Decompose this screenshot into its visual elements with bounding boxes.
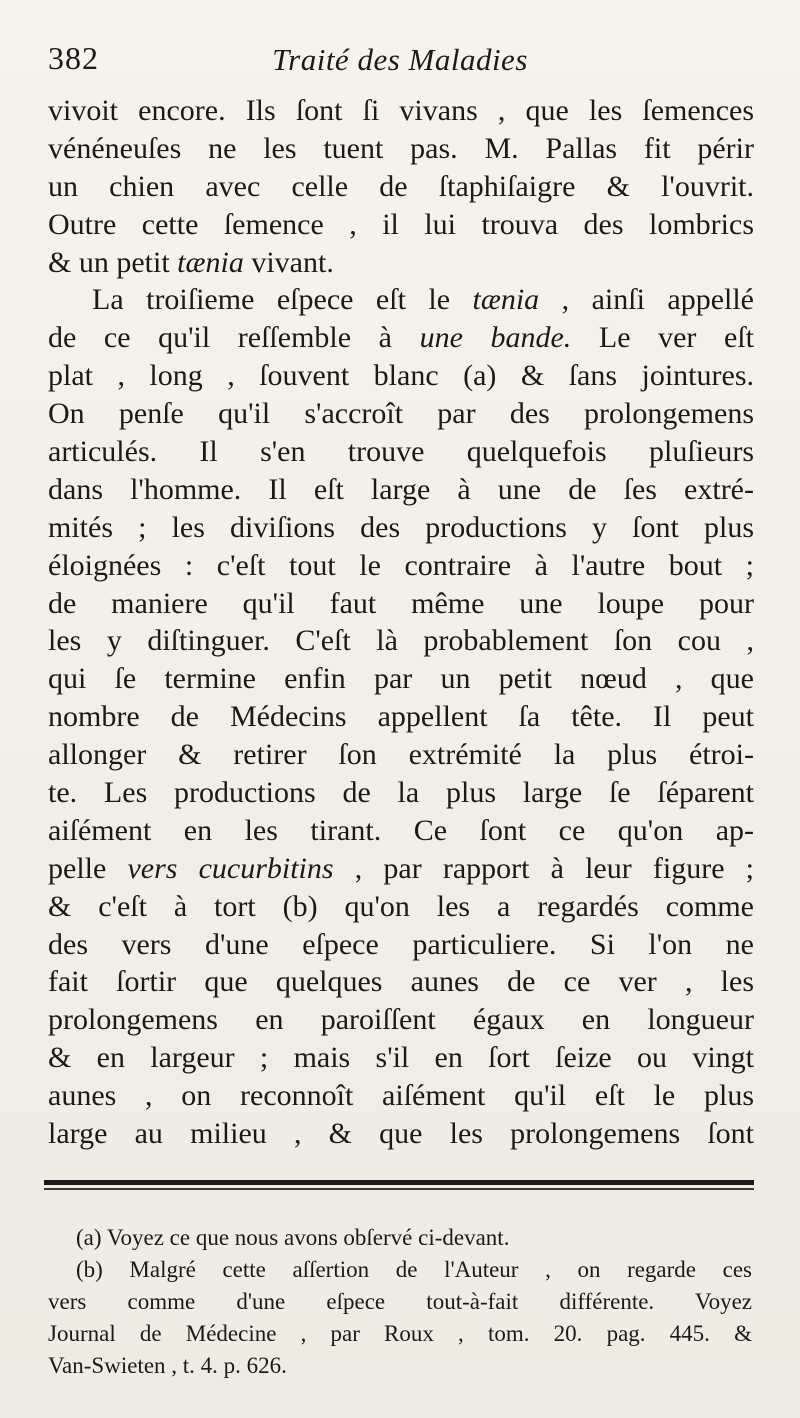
- page-header: [48, 40, 752, 94]
- italic-term: tænia: [472, 283, 540, 317]
- text-line: éloignées : c'eſt tout le contraire à l'autre bout ;: [48, 548, 754, 582]
- text-line: prolongemens en paroiſſent égaux en longueur: [48, 1003, 754, 1037]
- footnote-divider: [44, 1178, 754, 1196]
- text-segment: , par rapport à leur figure ;: [333, 851, 754, 885]
- text-line: aunes , on reconnoît aiſément qu'il eſt le plus: [48, 1079, 754, 1113]
- text-line: [48, 319, 754, 357]
- footnote-line: Van-Swieten , t. 4. p. 626.: [48, 1353, 287, 1378]
- text-line: vivoit encore. Ils ſont ſi vivans , que les ſemences: [48, 94, 754, 127]
- text-segment: La troiſieme eſpece eſt le: [92, 283, 473, 317]
- italic-term: vers cucurbitins: [127, 851, 334, 885]
- text-segment: & un petit: [48, 245, 178, 279]
- text-line: de maniere qu'il faut même une loupe pour: [48, 586, 754, 620]
- text-line: vénéneuſes ne les tuent pas. M. Pallas fit périr: [48, 131, 754, 165]
- italic-term: tænia: [177, 245, 244, 279]
- text-line: dans l'homme. Il eſt large à une de ſes extré-: [48, 472, 754, 506]
- text-line: allonger & retirer ſon extrémité la plus étroi-: [48, 738, 754, 772]
- text-segment: vivant.: [243, 245, 334, 279]
- footnote-line: vers comme d'une eſpece tout-à-fait différente. Voyez: [48, 1289, 752, 1314]
- text-line: [48, 850, 754, 888]
- body-text: [48, 92, 754, 1153]
- divider-thin-rule: [44, 1188, 754, 1190]
- text-line: mités ; les diviſions des productions y ſont plus: [48, 510, 754, 544]
- footnote-line: Journal de Médecine , par Roux , tom. 20. pag. 445. &: [48, 1321, 752, 1346]
- text-line: des vers d'une eſpece particuliere. Si l'on ne: [48, 927, 754, 961]
- text-line: articulés. Il s'en trouve quelquefois pluſieurs: [48, 435, 754, 469]
- text-line: un chien avec celle de ſtaphiſaigre & l'ouvrit.: [48, 169, 754, 203]
- text-line: [48, 281, 754, 319]
- text-segment: Le ver eſt: [571, 321, 754, 355]
- text-line: & en largeur ; mais s'il en ſort ſeize ou vingt: [48, 1041, 754, 1075]
- text-line: fait ſortir que quelques aunes de ce ver , les: [48, 965, 754, 999]
- text-segment: , ainſi appellé: [539, 283, 754, 317]
- divider-thick-rule: [44, 1180, 754, 1185]
- text-line: & c'eſt à tort (b) qu'on les a regardés comme: [48, 889, 754, 923]
- italic-term: une bande.: [419, 321, 572, 355]
- text-line: les y diſtinguer. C'eſt là probablement ſon cou ,: [48, 624, 754, 658]
- page-number: 382: [48, 40, 99, 76]
- text-line: te. Les productions de la plus large ſe ſéparent: [48, 776, 754, 810]
- text-line: plat , long , ſouvent blanc (a) & ſans jointures.: [48, 359, 754, 393]
- footnote-line: (a) Voyez ce que nous avons obſervé ci-devant.: [76, 1225, 510, 1250]
- text-line: large au milieu , & que les prolongemens ſont: [48, 1117, 754, 1151]
- text-line: [48, 244, 754, 282]
- running-title: Traité des Maladies: [272, 42, 528, 77]
- text-segment: de ce qu'il reſſemble à: [48, 321, 420, 355]
- text-line: On penſe qu'il s'accroît par des prolongemens: [48, 397, 754, 431]
- footnote-line: (b) Malgré cette aſſertion de l'Auteur , on regarde ces: [76, 1257, 752, 1282]
- text-segment: pelle: [48, 851, 128, 885]
- text-line: nombre de Médecins appellent ſa tête. Il peut: [48, 700, 754, 734]
- text-line: aiſément en les tirant. Ce ſont ce qu'on ap-: [48, 813, 754, 847]
- footnotes: [48, 1222, 752, 1382]
- text-line: qui ſe termine enfin par un petit nœud , que: [48, 662, 754, 696]
- text-line: Outre cette ſemence , il lui trouva des lombrics: [48, 207, 754, 241]
